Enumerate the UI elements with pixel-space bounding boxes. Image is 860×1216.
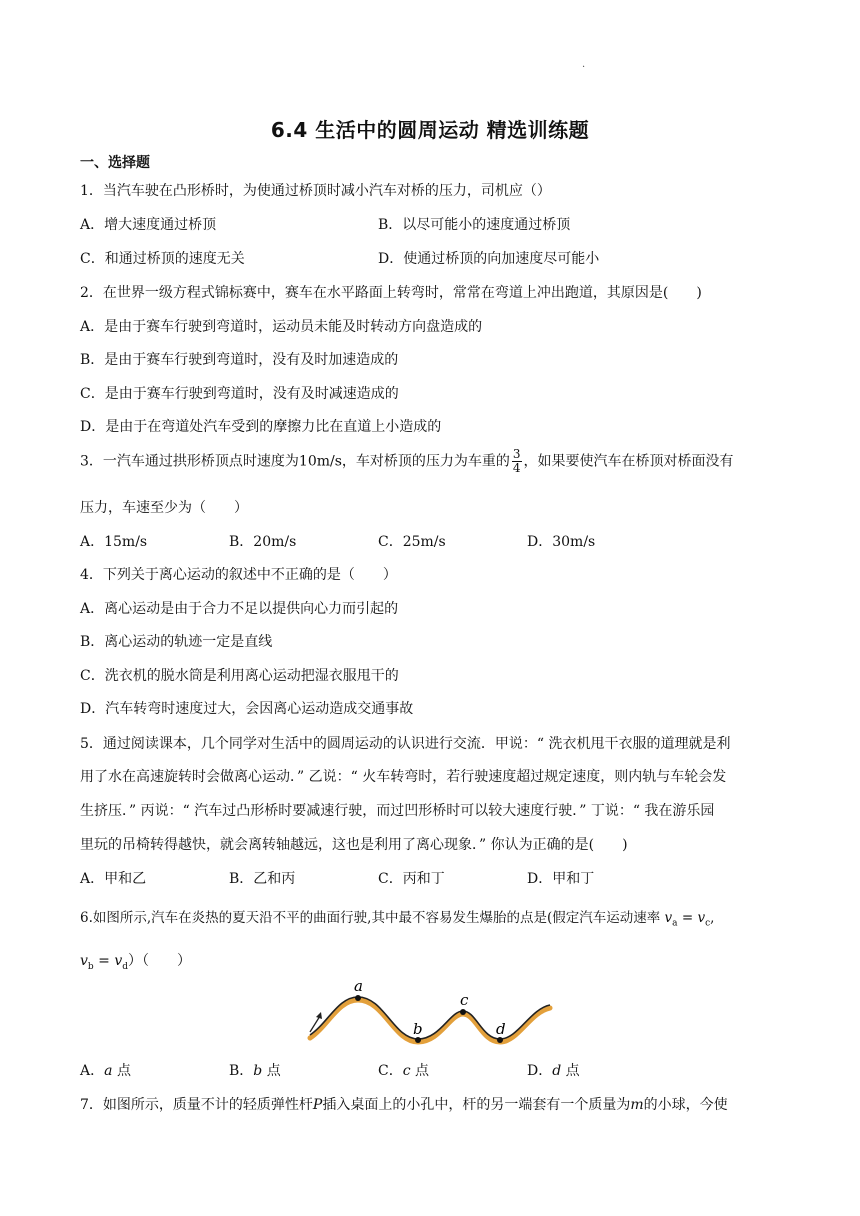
q6-eq2-left-sub: b	[87, 961, 94, 972]
road-curve-diagram	[300, 982, 562, 1048]
q4-option-d: D．汽车转弯时速度过大，会因离心运动造成交通事故	[80, 701, 414, 717]
q6-stem-end: ）（ ）	[128, 953, 192, 969]
point-d-label: d	[496, 1020, 506, 1038]
q3-option-d: D．30m/s	[527, 534, 596, 550]
q4-stem: 4．下列关于离心运动的叙述中不正确的是（ ）	[80, 567, 397, 583]
q6-option-c-suffix: 点	[415, 1063, 430, 1079]
q5-option-a: A．甲和乙	[80, 871, 147, 887]
q6-eq1-left-sub: a	[672, 918, 678, 929]
q6-option-b	[229, 1060, 281, 1080]
q1-option-b: B．以尽可能小的速度通过桥顶	[378, 217, 571, 233]
q6-option-d-prefix: D．	[527, 1063, 553, 1079]
point-b-label: b	[413, 1020, 423, 1038]
q6-eq2-right: v	[114, 953, 123, 969]
q3-stem	[80, 448, 734, 475]
q6-stem-line2: $v_b = v_d$）（ ）	[80, 953, 192, 972]
point-a-label: a	[354, 982, 363, 995]
q6-option-b-suffix: 点	[266, 1063, 281, 1079]
q6-option-a-prefix: A．	[80, 1063, 105, 1079]
q2-option-c: C．是由于赛车行驶到弯道时，没有及时减速造成的	[80, 386, 399, 402]
q6-eq1-right-sub: c	[705, 918, 711, 929]
section-heading: 一、选择题	[80, 155, 150, 171]
point-a-marker	[355, 995, 361, 1001]
q6-option-c-var: c	[402, 1063, 411, 1079]
q3-option-a: A．15m/s	[80, 534, 148, 550]
q6-option-a	[80, 1060, 131, 1080]
q5-option-c: C．丙和丁	[378, 871, 445, 887]
q1-option-c: C．和通过桥顶的速度无关	[80, 251, 245, 267]
q6-eq2-right-sub: d	[122, 961, 129, 972]
q5-line-1: 5．通过阅读课本，几个同学对生活中的圆周运动的认识进行交流．甲说：“ 洗衣机甩干衣服的道理就是利	[80, 736, 731, 752]
q6-option-c	[378, 1060, 429, 1080]
q3-fraction-num: 3	[512, 447, 521, 461]
q6-option-b-prefix: B．	[229, 1063, 254, 1079]
q6-eq1-right: v	[697, 910, 706, 926]
q6-eq1-left: v	[664, 910, 673, 926]
q3-option-c: C．25m/s	[378, 534, 446, 550]
q6-stem: 6.如图所示,汽车在炎热的夏天沿不平的曲面行驶,其中最不容易发生爆胎的点是(假定汽车运动速率 $v_a = v_c$,	[80, 910, 715, 929]
q2-option-b: B．是由于赛车行驶到弯道时，没有及时加速造成的	[80, 352, 399, 368]
q6-option-c-prefix: C．	[378, 1063, 403, 1079]
q4-option-a: A．离心运动是由于合力不足以提供向心力而引起的	[80, 601, 399, 617]
q2-stem: 2．在世界一级方程式锦标赛中，赛车在水平路面上转弯时，常常在弯道上冲出跑道，其原因是( )	[80, 285, 702, 301]
q6-option-b-var: b	[253, 1063, 263, 1079]
q2-option-a: A．是由于赛车行驶到弯道时，运动员未能及时转动方向盘造成的	[80, 319, 483, 335]
q4-option-b: B．离心运动的轨迹一定是直线	[80, 634, 273, 650]
q1-option-d: D．使通过桥顶的向加速度尽可能小	[378, 251, 600, 267]
q5-option-b: B．乙和丙	[229, 871, 296, 887]
q6-stem-text: 6.如图所示,汽车在炎热的夏天沿不平的曲面行驶,其中最不容易发生爆胎的点是(假定汽车运动速率	[80, 910, 661, 926]
header-mark: ·	[582, 62, 586, 73]
q6-option-d-suffix: 点	[565, 1063, 580, 1079]
point-c-label: c	[460, 991, 469, 1009]
q5-option-d: D．甲和丁	[527, 871, 595, 887]
q3-fraction-den: 4	[512, 461, 521, 475]
q5-line-3: 生挤压．” 丙说：“ 汽车过凸形桥时要减速行驶，而过凹形桥时可以较大速度行驶．” 丁说：“ 我在游乐园	[80, 803, 715, 819]
q7-var-p: P	[312, 1097, 323, 1113]
point-c-marker	[460, 1009, 466, 1015]
q7-part-3: 的小球，今使	[643, 1097, 728, 1113]
q3-fraction	[512, 448, 522, 475]
q4-option-c: C．洗衣机的脱水筒是利用离心运动把湿衣服甩干的	[80, 668, 399, 684]
page-title: 6.4 生活中的圆周运动 精选训练题	[270, 118, 590, 142]
q6-option-d-var: d	[552, 1063, 562, 1079]
q6-option-a-var: a	[104, 1063, 113, 1079]
q3-stem-after: ，如果要使汽车在桥顶对桥面没有	[523, 453, 734, 470]
q3-option-b: B．20m/s	[229, 534, 297, 550]
q3-stem-line2: 压力，车速至少为（ ）	[80, 500, 248, 516]
q6-eq2-left: v	[80, 953, 88, 969]
q1-option-a: A．增大速度通过桥顶	[80, 217, 217, 233]
q3-stem-before: 3．一汽车通过拱形桥顶点时速度为10m/s，车对桥顶的压力为车重的	[80, 453, 510, 470]
q5-line-2: 用了水在高速旋转时会做离心运动．” 乙说：“ 火车转弯时，若行驶速度超过规定速度，则内轨与车轮会发	[80, 769, 727, 785]
q7-part-1: 7．如图所示，质量不计的轻质弹性杆	[80, 1097, 313, 1113]
q7-stem	[80, 1094, 728, 1114]
q7-var-m: m	[630, 1097, 644, 1113]
q5-line-4: 里玩的吊椅转得越快，就会离转轴越远，这也是利用了离心现象．” 你认为正确的是( )	[80, 837, 628, 853]
q1-stem: 1．当汽车驶在凸形桥时，为使通过桥顶时减小汽车对桥的压力，司机应（）	[80, 183, 551, 199]
q2-option-d: D．是由于在弯道处汽车受到的摩擦力比在直道上小造成的	[80, 419, 442, 435]
q7-part-2: 插入桌面上的小孔中，杆的另一端套有一个质量为	[322, 1097, 631, 1113]
q6-option-a-suffix: 点	[116, 1063, 131, 1079]
q6-road-figure	[300, 982, 562, 1052]
direction-arrow-icon	[316, 1012, 322, 1019]
q6-option-d	[527, 1060, 580, 1080]
